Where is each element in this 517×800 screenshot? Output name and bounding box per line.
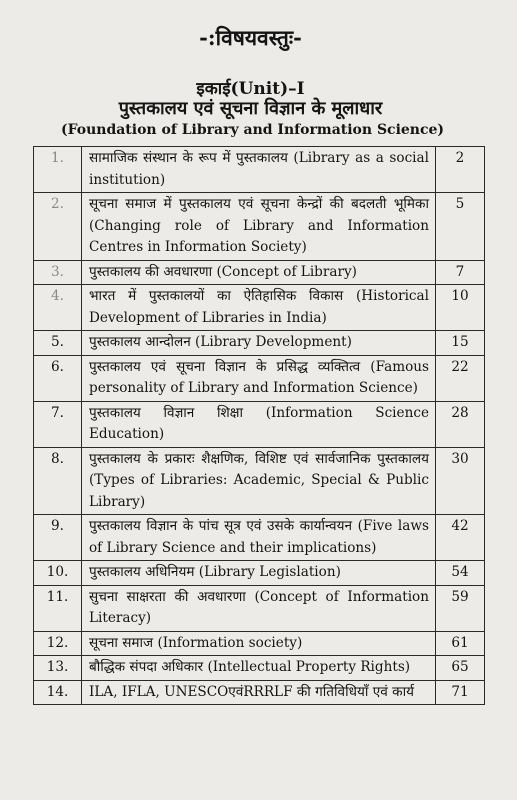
chapter-number: 1. — [34, 147, 82, 193]
table-row — [34, 401, 485, 447]
chapter-number: 12. — [34, 631, 82, 656]
unit-label: इकाई(Unit)–I — [196, 79, 305, 99]
chapter-title: ILA, IFLA, UNESCOएवंRRRLF की गतिविधियाँ एवं कार्य — [82, 680, 436, 705]
chapter-number: 2. — [34, 193, 82, 261]
contents-table-body — [34, 147, 485, 705]
chapter-number: 10. — [34, 561, 82, 586]
page-number: 65 — [436, 656, 485, 681]
page-number: 7 — [436, 260, 485, 285]
contents-table — [33, 146, 485, 705]
chapter-number: 13. — [34, 656, 82, 681]
table-row — [34, 285, 485, 331]
page-number: 42 — [436, 515, 485, 561]
chapter-title: सूचना समाज में पुस्तकालय एवं सूचना केन्द्रों की बदलती भूमिका (Changing role of Library and Information Centres in Information Society) — [82, 193, 436, 261]
table-row — [34, 355, 485, 401]
chapter-number: 3. — [34, 260, 82, 285]
unit-subtitle: (Foundation of Library and Information Science) — [60, 122, 445, 138]
unit-title: पुस्तकालय एवं सूचना विज्ञान के मूलाधार — [118, 98, 383, 119]
chapter-number: 6. — [34, 355, 82, 401]
page-number: 15 — [436, 331, 485, 356]
page-number: 5 — [436, 193, 485, 261]
page-number: 30 — [436, 447, 485, 515]
chapter-number: 5. — [34, 331, 82, 356]
table-row — [34, 331, 485, 356]
page-number: 22 — [436, 355, 485, 401]
table-row — [34, 656, 485, 681]
chapter-number: 4. — [34, 285, 82, 331]
chapter-title: पुस्तकालय एवं सूचना विज्ञान के प्रसिद्ध व्यक्तित्व (Famous personality of Library and Information Science) — [82, 355, 436, 401]
page-title: -:विषयवस्तुः- — [199, 25, 302, 50]
table-row — [34, 447, 485, 515]
page-number: 28 — [436, 401, 485, 447]
page-number: 71 — [436, 680, 485, 705]
chapter-title: पुस्तकालय आन्दोलन (Library Development) — [82, 331, 436, 356]
chapter-title: भारत में पुस्तकालयों का ऐतिहासिक विकास (Historical Development of Libraries in India) — [82, 285, 436, 331]
chapter-number: 7. — [34, 401, 82, 447]
chapter-title: पुस्तकालय की अवधारणा (Concept of Library) — [82, 260, 436, 285]
table-row — [34, 680, 485, 705]
table-row — [34, 631, 485, 656]
chapter-title: सामाजिक संस्थान के रूप में पुस्तकालय (Library as a social institution) — [82, 147, 436, 193]
table-row — [34, 147, 485, 193]
chapter-number: 9. — [34, 515, 82, 561]
chapter-title: पुस्तकालय विज्ञान शिक्षा (Information Science Education) — [82, 401, 436, 447]
chapter-title: सुचना साक्षरता की अवधारणा (Concept of Information Literacy) — [82, 585, 436, 631]
table-row — [34, 260, 485, 285]
table-row — [34, 585, 485, 631]
chapter-title: बौद्धिक संपदा अधिकार (Intellectual Property Rights) — [82, 656, 436, 681]
chapter-title: पुस्तकालय के प्रकारः शैक्षणिक, विशिष्ट एवं सार्वजानिक पुस्तकालय (Types of Libraries: Academic, Special & Public Library) — [82, 447, 436, 515]
table-row — [34, 515, 485, 561]
page-number: 2 — [436, 147, 485, 193]
chapter-number: 11. — [34, 585, 82, 631]
chapter-number: 14. — [34, 680, 82, 705]
page-number: 61 — [436, 631, 485, 656]
chapter-title: पुस्तकालय अधिनियम (Library Legislation) — [82, 561, 436, 586]
page-number: 59 — [436, 585, 485, 631]
page-number: 10 — [436, 285, 485, 331]
chapter-title: पुस्तकालय विज्ञान के पांच सूत्र एवं उसके कार्यान्वयन (Five laws of Library Science and their implications) — [82, 515, 436, 561]
table-row — [34, 193, 485, 261]
table-row — [34, 561, 485, 586]
chapter-title: सूचना समाज (Information society) — [82, 631, 436, 656]
page-number: 54 — [436, 561, 485, 586]
chapter-number: 8. — [34, 447, 82, 515]
